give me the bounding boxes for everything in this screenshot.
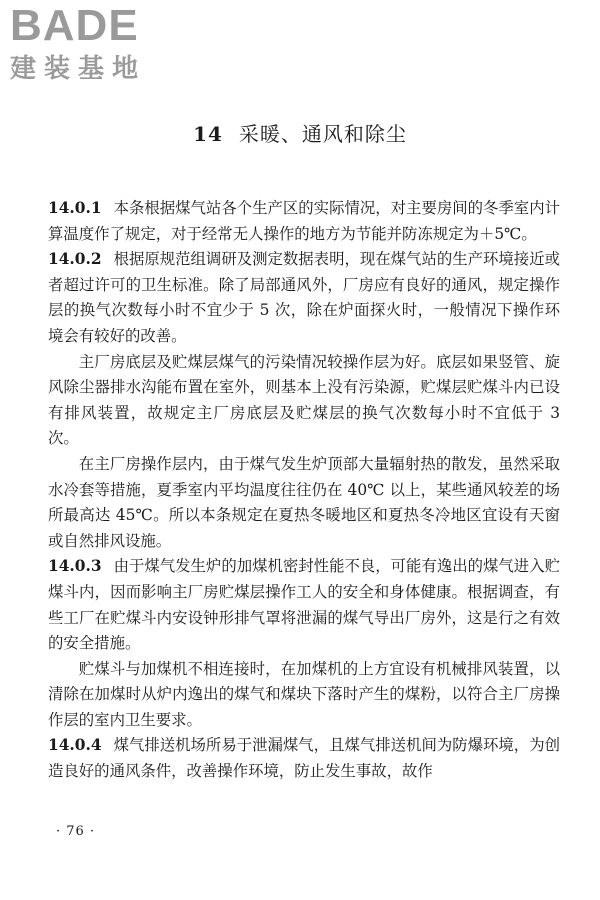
paragraph (48, 554, 560, 656)
paragraph-text: 本条根据煤气站各个生产区的实际情况，对主要房间的冬季室内计算温度作了规定，对于经常无人操作的地方为节能并防冻规定为＋5℃。 (48, 199, 560, 243)
page-number: · 76 · (56, 824, 96, 839)
clause-number: 14.0.3 (48, 557, 102, 576)
paragraph (48, 452, 560, 554)
paragraph-text: 根据原规范组调研及测定数据表明，现在煤气站的生产环境接近或者超过许可的卫生标准。除了局部通风外，厂房应有良好的通风，规定操作层的换气次数每小时不宜少于 5 次，除在炉面探火时，一般情况下操作环境会有较好的改善。 (48, 250, 560, 345)
paragraph (48, 350, 560, 452)
chapter-heading (0, 118, 600, 147)
chapter-title: 采暖、通风和除尘 (238, 122, 407, 146)
paragraph (48, 196, 560, 247)
watermark-logo (10, 1, 180, 84)
body-text (48, 196, 560, 785)
clause-number: 14.0.4 (48, 736, 102, 755)
logo-subtitle: 建装基地 (10, 54, 147, 84)
clause-number: 14.0.1 (48, 199, 102, 217)
clause-number: 14.0.2 (48, 250, 102, 269)
paragraph-text: 贮煤斗与加煤机不相连接时，在加煤机的上方宜设有机械排风装置，以清除在加煤时从炉内逸出的煤气和煤块下落时产生的煤粉，以符合主厂房操作层的室内卫生要求。 (48, 659, 560, 729)
paragraph-text: 煤气排送机场所易于泄漏煤气，且煤气排送机间为防爆环境，为创造良好的通风条件，改善操作环境，防止发生事故，故作 (48, 736, 560, 781)
paragraph (48, 733, 560, 784)
paragraph-text: 主厂房底层及贮煤层煤气的污染情况较操作层为好。底层如果竖管、旋风除尘器排水沟能布置在室外，则基本上没有污染源，贮煤层贮煤斗内已设有排风装置，故规定主厂房底层及贮煤层的换气次数每小时不宜低于 3 次。 (48, 352, 560, 448)
paragraph (48, 657, 560, 734)
paragraph-text: 在主厂房操作层内，由于煤气发生炉顶部大量辐射热的散发，虽然采取水冷套等措施，夏季室内平均温度往往仍在 40℃ 以上，某些通风较差的场所最高达 45℃。所以本条规定在夏热冬暖地区和夏热冬冷地区宜设有天窗或自然排风设施。 (48, 454, 560, 550)
logo-brand: BADE (10, 1, 139, 50)
chapter-number: 14 (193, 122, 223, 146)
paragraph-text: 由于煤气发生炉的加煤机密封性能不良，可能有逸出的煤气进入贮煤斗内，因而影响主厂房贮煤层操作工人的安全和身体健康。根据调查，有些工厂在贮煤斗内安设钟形排气罩将泄漏的煤气导出厂房外，这是行之有效的安全措施。 (48, 557, 560, 653)
paragraph (48, 247, 560, 349)
